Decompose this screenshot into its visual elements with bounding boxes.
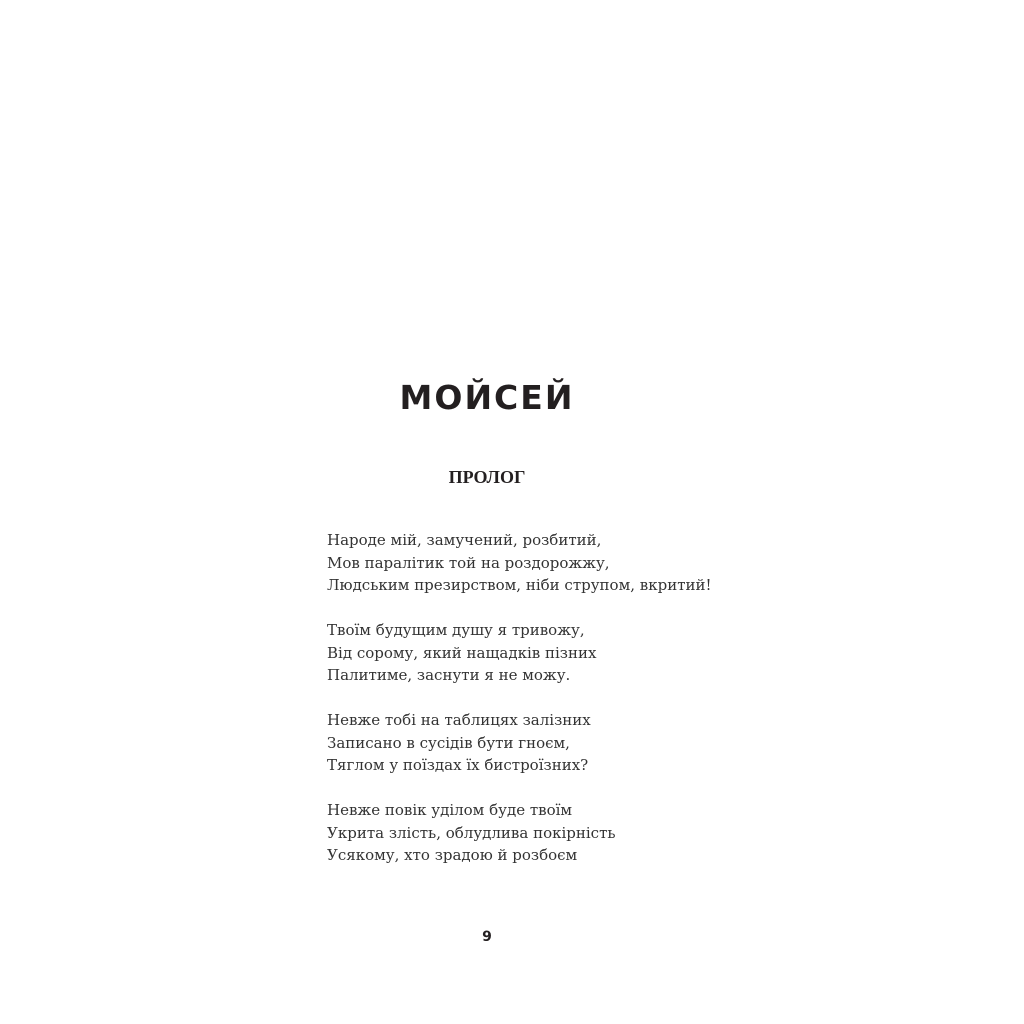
stanza	[327, 799, 712, 867]
poem-line: Укрита злість, облудлива покірність	[327, 823, 616, 842]
poem-line: Тяглом у поїздах їх бистроїзних?	[327, 756, 589, 774]
stanza	[327, 709, 712, 777]
poem-line: Від сорому, який нащадків пізних	[327, 643, 597, 662]
stanza	[327, 619, 712, 687]
poem-line: Записано в сусідів бути гноєм,	[327, 733, 570, 752]
poem-line: Невже тобі на таблицях залізних	[327, 711, 591, 729]
page-number: 9	[482, 929, 492, 945]
poem-line: Усякому, хто зрадою й розбоєм	[327, 846, 578, 864]
poem-body	[327, 529, 712, 889]
page-title: МОЙСЕЙ	[399, 378, 575, 417]
stanza	[327, 529, 712, 597]
section-heading: ПРОЛОГ	[448, 467, 526, 487]
poem-line: Мов паралітик той на роздорожжу,	[327, 553, 610, 572]
poem-line: Палитиме, заснути я не можу.	[327, 666, 571, 684]
poem-line: Невже повік уділом буде твоїм	[327, 801, 573, 819]
poem-line: Народе мій, замучений, розбитий,	[327, 531, 602, 549]
poem-line: Людським презирством, ніби струпом, вкритий!	[327, 576, 712, 594]
poem-line: Твоїм будущим душу я тривожу,	[327, 621, 585, 639]
